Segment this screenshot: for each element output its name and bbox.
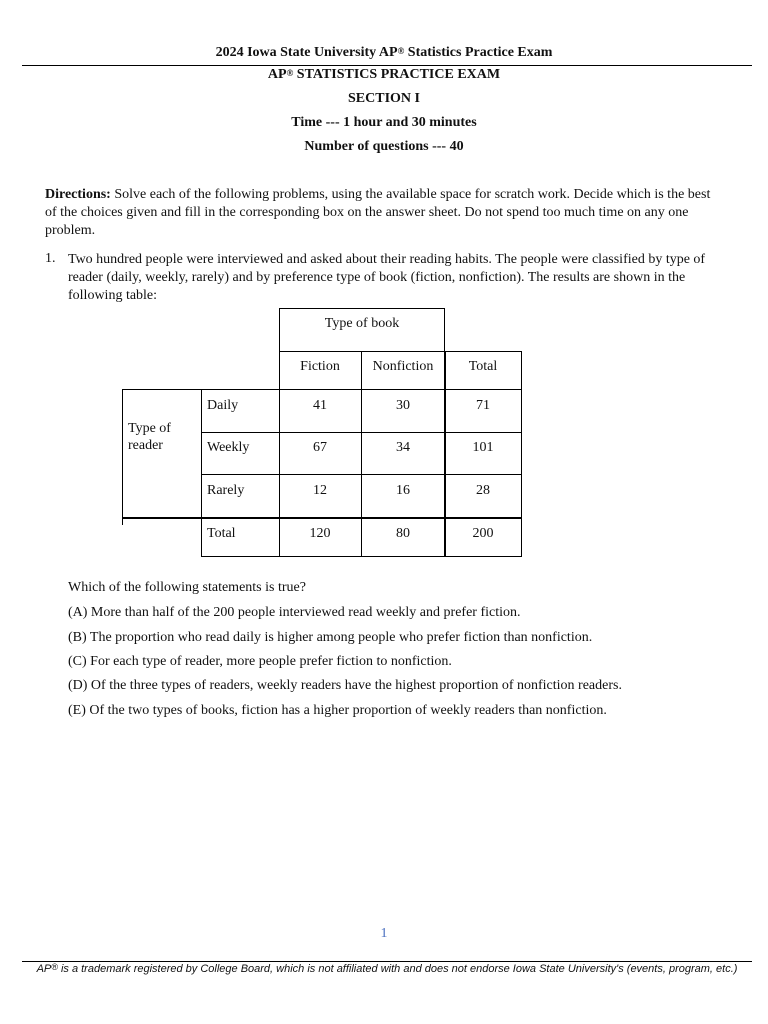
- time-limit: Time --- 1 hour and 30 minutes: [291, 115, 477, 130]
- question-count: Number of questions --- 40: [304, 139, 464, 154]
- directions-text: Solve each of the following problems, using the available space for scratch work. Decide which is the best of the choices given and fill in the corresponding box on the answer sheet. Do not spend too much time on any one problem.: [45, 187, 711, 238]
- col-header-fiction: Fiction: [300, 359, 340, 374]
- footer-text: is a trademark registered by College Board, which is not affiliated with and does not endorse Iowa State University's (events, program, etc.): [57, 963, 738, 975]
- answer-choice-c: (C) For each type of reader, more people prefer fiction to nonfiction.: [68, 654, 452, 669]
- table-cell: 41: [313, 398, 327, 413]
- question-stem: Two hundred people were interviewed and asked about their reading habits. The people were classified by type of reader (daily, weekly, rarely) and by preference type of book (fiction, nonfiction). The results are shown in the following table:: [68, 252, 706, 303]
- answer-choice-e: (E) Of the two types of books, fiction has a higher proportion of weekly readers than nonfiction.: [68, 703, 607, 718]
- table-cell: 71: [476, 398, 490, 413]
- trademark-footer: [22, 963, 752, 975]
- question-number: 1.: [45, 251, 56, 266]
- row-label-total: Total: [207, 526, 236, 541]
- table-cell: 120: [309, 526, 331, 541]
- row-group-label-2: reader: [128, 438, 163, 453]
- footer-divider: [22, 961, 752, 962]
- table-cell: 34: [396, 440, 410, 455]
- row-label-rarely: Rarely: [207, 483, 245, 498]
- page-number: 1: [380, 926, 388, 941]
- question-prompt: Which of the following statements is true?: [68, 580, 306, 595]
- header-title-post: Statistics Practice Exam: [404, 45, 553, 60]
- exam-title-sup: ®: [286, 68, 294, 78]
- directions-label: Directions:: [45, 187, 111, 202]
- exam-title-post: STATISTICS PRACTICE EXAM: [293, 67, 501, 82]
- table-cell: 16: [396, 483, 410, 498]
- exam-title-pre: AP: [267, 67, 287, 82]
- footer-pre: AP: [36, 963, 52, 975]
- section-heading: SECTION I: [348, 91, 420, 106]
- answer-choice-d: (D) Of the three types of readers, weekly readers have the highest proportion of nonfiction readers.: [68, 678, 622, 693]
- table-cell: 12: [313, 483, 327, 498]
- answer-choice-a: (A) More than half of the 200 people interviewed read weekly and prefer fiction.: [68, 605, 521, 620]
- row-label-daily: Daily: [207, 398, 239, 413]
- table-cell: 67: [313, 440, 327, 455]
- table-cell: 80: [396, 526, 410, 541]
- row-group-label-1: Type of: [128, 421, 171, 436]
- footer-sup: ®: [51, 962, 58, 972]
- table-cell: 28: [476, 483, 490, 498]
- header-title-sup: ®: [397, 46, 405, 56]
- table-cell: 30: [396, 398, 410, 413]
- col-header-nonfiction: Nonfiction: [372, 359, 434, 374]
- col-group-label: Type of book: [324, 316, 400, 331]
- header-title-pre: 2024 Iowa State University AP: [215, 45, 398, 60]
- table-cell: 200: [472, 526, 494, 541]
- col-header-total: Total: [468, 359, 498, 374]
- answer-choice-b: (B) The proportion who read daily is higher among people who prefer fiction than nonfiction.: [68, 630, 593, 645]
- row-label-weekly: Weekly: [207, 440, 250, 455]
- table-cell: 101: [472, 440, 494, 455]
